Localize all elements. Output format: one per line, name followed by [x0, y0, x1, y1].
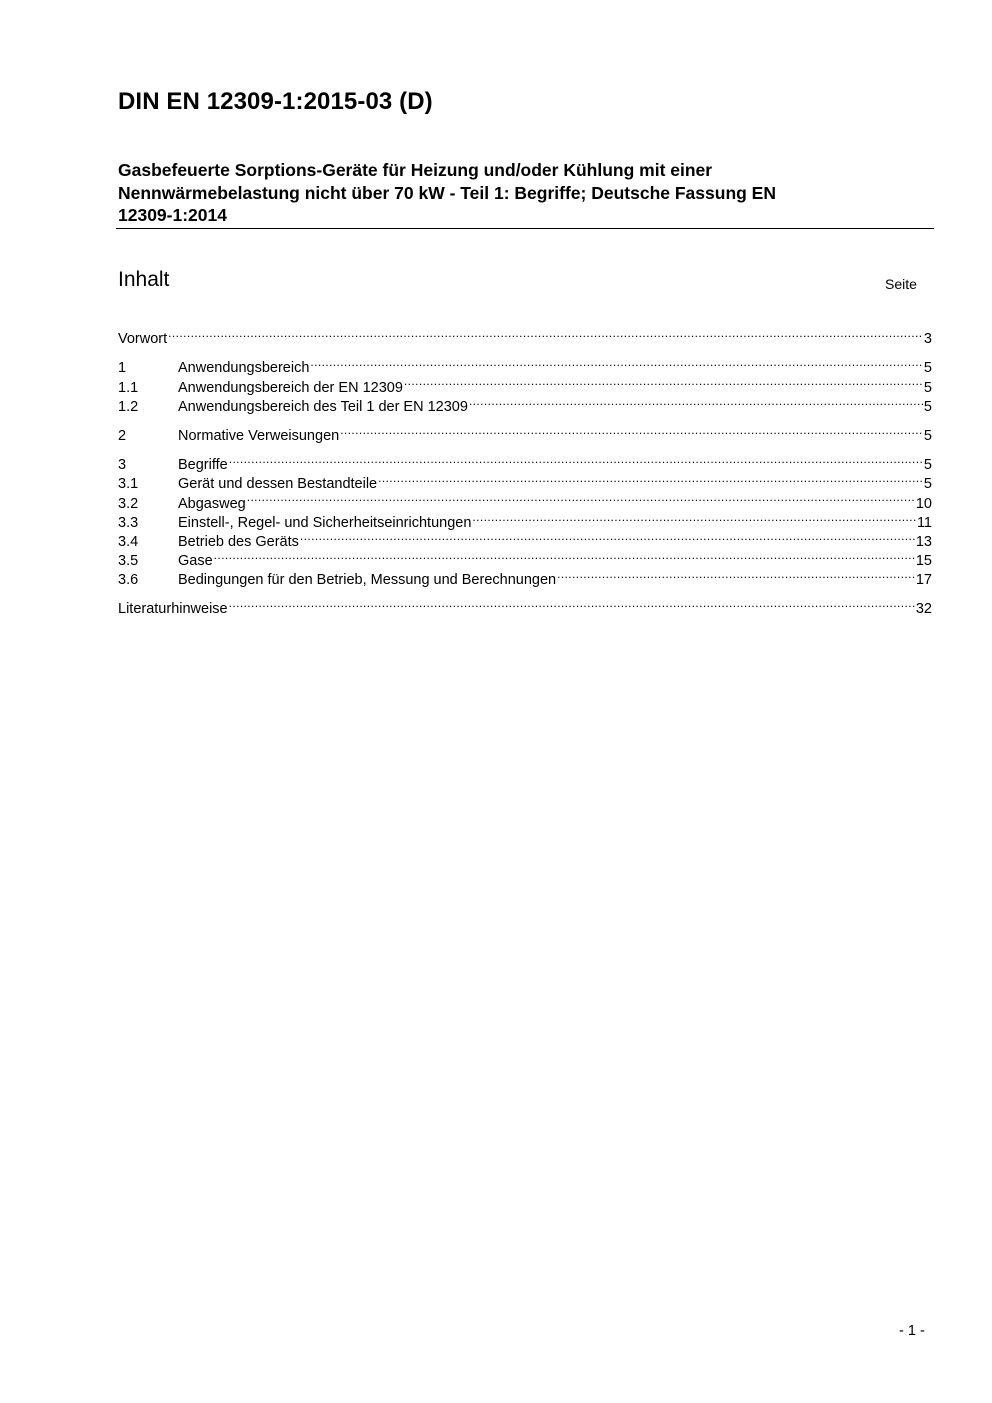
toc-entry-text: Anwendungsbereich des Teil 1 der EN 12309	[178, 398, 468, 415]
table-of-contents	[118, 324, 932, 618]
toc-entry-number: 2	[118, 427, 127, 444]
toc-entry-literaturhinweise[interactable]	[118, 594, 932, 618]
toc-entry-number: 1	[118, 360, 127, 377]
document-title	[118, 159, 898, 227]
toc-leader-dots	[247, 488, 915, 507]
toc-entry-page: 10	[915, 495, 932, 512]
toc-entry-page: 3	[923, 331, 932, 348]
toc-entry-text: Einstell-, Regel- und Sicherheitseinrichtungen	[178, 514, 472, 531]
toc-entry-3-1[interactable]	[118, 469, 932, 493]
toc-entry-page: 5	[923, 379, 932, 396]
toc-leader-dots	[214, 546, 915, 565]
toc-entry-text: Normative Verweisungen	[178, 427, 340, 444]
toc-entry-text: Bedingungen für den Betrieb, Messung und Berechnungen	[178, 572, 557, 589]
toc-entry-number: 3.4	[118, 533, 139, 550]
toc-entry-page: 15	[915, 553, 932, 570]
toc-entry-2[interactable]	[118, 421, 932, 444]
toc-entry-number: 3	[118, 457, 127, 474]
toc-entry-number: 3.3	[118, 514, 139, 531]
toc-entry-1[interactable]	[118, 353, 932, 377]
toc-entry-number: 3.5	[118, 553, 139, 570]
toc-leader-dots	[469, 392, 923, 411]
toc-leader-dots	[300, 527, 915, 546]
toc-entry-text: Gerät und dessen Bestandteile	[178, 476, 378, 493]
toc-page-column-label: Seite	[885, 276, 917, 292]
toc-heading: Inhalt	[118, 268, 170, 291]
toc-entry-text: Literaturhinweise	[118, 601, 228, 618]
toc-entry-page: 13	[915, 533, 932, 550]
toc-entry-vorwort[interactable]	[118, 324, 932, 348]
document-title-line: Nennwärmebelastung nicht über 70 kW - Teil 1: Begriffe; Deutsche Fassung EN	[118, 182, 776, 203]
toc-leader-dots	[340, 421, 923, 440]
toc-entry-3[interactable]	[118, 450, 932, 474]
toc-entry-page: 5	[923, 457, 932, 474]
toc-entry-text: Anwendungsbereich	[178, 360, 310, 377]
toc-leader-dots	[557, 565, 915, 584]
toc-leader-dots	[378, 469, 923, 488]
toc-leader-dots	[229, 594, 915, 613]
toc-leader-dots	[404, 372, 923, 391]
page-number: - 1 -	[899, 1323, 925, 1339]
toc-leader-dots	[168, 324, 923, 343]
toc-entry-text: Abgasweg	[178, 495, 246, 512]
toc-entry-page: 17	[915, 572, 932, 589]
document-id: DIN EN 12309-1:2015-03 (D)	[118, 88, 433, 115]
toc-entry-page: 11	[916, 514, 932, 531]
toc-entry-3-5[interactable]	[118, 546, 932, 570]
toc-entry-number: 3.6	[118, 572, 139, 589]
toc-leader-dots	[310, 353, 923, 372]
toc-entry-page: 32	[915, 601, 932, 618]
toc-entry-text: Begriffe	[178, 457, 228, 474]
toc-entry-text: Gase	[178, 553, 213, 570]
toc-entry-number: 3.2	[118, 495, 139, 512]
toc-entry-3-6[interactable]	[118, 565, 932, 589]
toc-leader-dots	[229, 450, 923, 469]
toc-entry-page: 5	[923, 398, 932, 415]
toc-entry-text: Anwendungsbereich der EN 12309	[178, 379, 403, 396]
toc-entry-page: 5	[923, 476, 932, 493]
document-title-line: Gasbefeuerte Sorptions-Geräte für Heizung und/oder Kühlung mit einer	[118, 160, 713, 180]
toc-entry-text: Betrieb des Geräts	[178, 533, 299, 550]
toc-entry-page: 5	[923, 427, 932, 444]
toc-entry-number: 3.1	[118, 476, 139, 493]
toc-leader-dots	[472, 508, 916, 527]
toc-entry-page: 5	[923, 360, 932, 377]
title-divider	[116, 228, 934, 229]
toc-entry-text: Vorwort	[118, 331, 168, 348]
toc-entry-number: 1.2	[118, 398, 139, 415]
document-title-line: 12309-1:2014	[118, 205, 227, 225]
toc-entry-number: 1.1	[118, 379, 139, 396]
